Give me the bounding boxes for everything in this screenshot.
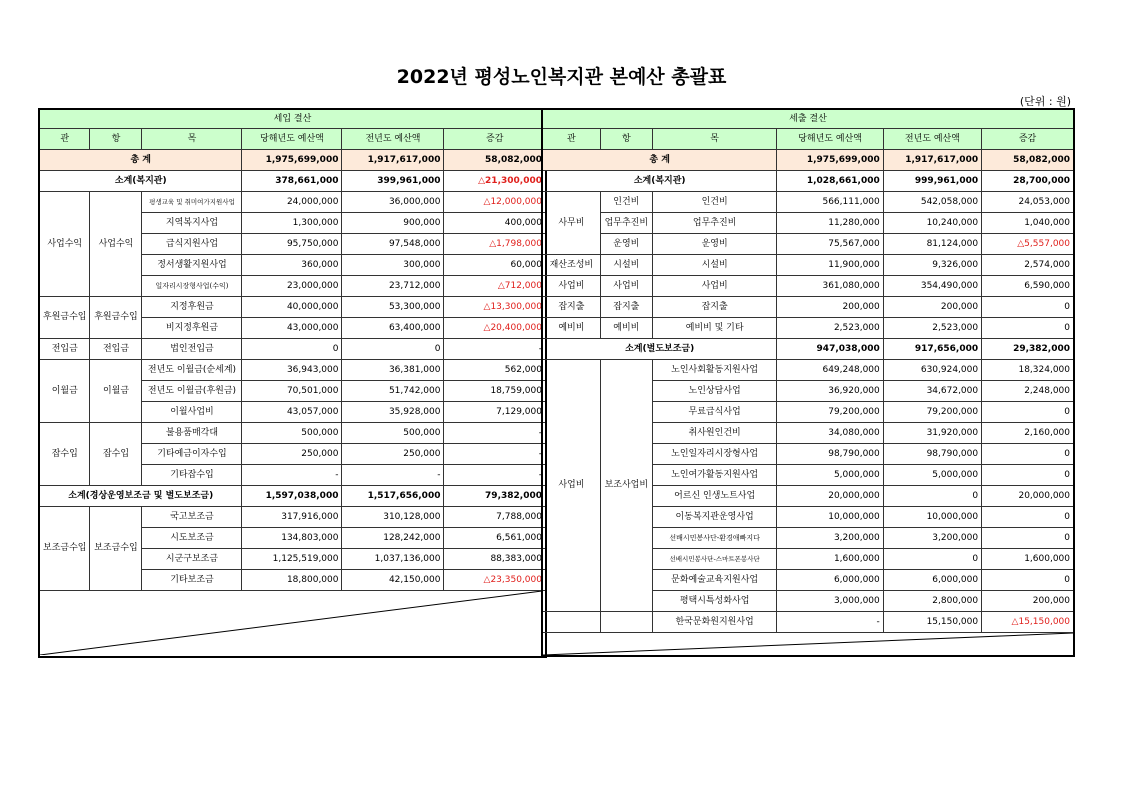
current-cell: 566,111,000 bbox=[777, 192, 883, 213]
subtotal-row bbox=[39, 171, 546, 192]
hang-cell: 이월금 bbox=[90, 360, 142, 423]
section-header-row bbox=[542, 109, 1074, 129]
previous-cell: 35,928,000 bbox=[342, 402, 444, 423]
column-header: 목 bbox=[652, 129, 776, 150]
current-cell: 3,000,000 bbox=[777, 591, 883, 612]
change-cell: 7,788,000 bbox=[444, 507, 546, 528]
previous-cell: 34,672,000 bbox=[883, 381, 981, 402]
mok-cell: 전년도 이월금(후원금) bbox=[142, 381, 242, 402]
gwan-cell: 사업비 bbox=[542, 360, 600, 612]
column-header: 증감 bbox=[444, 129, 546, 150]
subtotal-row bbox=[542, 171, 1074, 192]
change-cell: △712,000 bbox=[444, 276, 546, 297]
gwan-cell: 예비비 bbox=[542, 318, 600, 339]
unit-label: (단위 : 원) bbox=[1019, 95, 1071, 108]
diagonal-blank-cell bbox=[542, 633, 1074, 657]
previous-cell: 42,150,000 bbox=[342, 570, 444, 591]
mok-cell: 노인상담사업 bbox=[652, 381, 776, 402]
total-current: 1,975,699,000 bbox=[777, 150, 883, 171]
current-cell: 1,300,000 bbox=[242, 213, 342, 234]
gwan-cell: 전입금 bbox=[39, 339, 90, 360]
change-cell: 88,383,000 bbox=[444, 549, 546, 570]
change-cell: 6,561,000 bbox=[444, 528, 546, 549]
hang-cell: 시설비 bbox=[600, 255, 652, 276]
diagonal-line bbox=[40, 591, 542, 655]
subtotal-label: 소계(복지관) bbox=[39, 171, 242, 192]
gwan-cell: 후원금수입 bbox=[39, 297, 90, 339]
previous-cell: 63,400,000 bbox=[342, 318, 444, 339]
column-header: 항 bbox=[90, 129, 142, 150]
current-cell: 317,916,000 bbox=[242, 507, 342, 528]
previous-cell: 128,242,000 bbox=[342, 528, 444, 549]
mok-cell: 잡지출 bbox=[652, 297, 776, 318]
current-cell: - bbox=[777, 612, 883, 633]
subtotal-current: 378,661,000 bbox=[242, 171, 342, 192]
previous-cell: 79,200,000 bbox=[883, 402, 981, 423]
change-cell: 6,590,000 bbox=[982, 276, 1074, 297]
table-row bbox=[39, 423, 546, 444]
change-cell: 400,000 bbox=[444, 213, 546, 234]
column-header: 관 bbox=[542, 129, 600, 150]
mok-cell: 노인사회활동지원사업 bbox=[652, 360, 776, 381]
previous-cell: 542,058,000 bbox=[883, 192, 981, 213]
previous-cell: 98,790,000 bbox=[883, 444, 981, 465]
table-row bbox=[39, 507, 546, 528]
table-row bbox=[542, 276, 1074, 297]
section-title: 세출 결산 bbox=[542, 109, 1074, 129]
hang-cell: 사업비 bbox=[600, 276, 652, 297]
change-cell: △20,400,000 bbox=[444, 318, 546, 339]
change-cell: 0 bbox=[982, 570, 1074, 591]
current-cell: 75,567,000 bbox=[777, 234, 883, 255]
gwan-cell: 사무비 bbox=[542, 192, 600, 255]
hang-cell: 후원금수입 bbox=[90, 297, 142, 339]
change-cell: 0 bbox=[982, 318, 1074, 339]
mok-cell: 선배시민봉사단-환경애빠지다 bbox=[652, 528, 776, 549]
table-row bbox=[39, 297, 546, 318]
mok-cell: 시도보조금 bbox=[142, 528, 242, 549]
subtotal-change: 28,700,000 bbox=[982, 171, 1074, 192]
mok-cell: 기타잡수입 bbox=[142, 465, 242, 486]
current-cell: 10,000,000 bbox=[777, 507, 883, 528]
mok-cell: 업무추진비 bbox=[652, 213, 776, 234]
current-cell: 95,750,000 bbox=[242, 234, 342, 255]
change-cell: 60,000 bbox=[444, 255, 546, 276]
mok-cell: 노인여가활동지원사업 bbox=[652, 465, 776, 486]
change-cell: - bbox=[444, 444, 546, 465]
mok-cell: 인건비 bbox=[652, 192, 776, 213]
table-row bbox=[39, 339, 546, 360]
previous-cell: 10,240,000 bbox=[883, 213, 981, 234]
mok-cell: 운영비 bbox=[652, 234, 776, 255]
current-cell: 98,790,000 bbox=[777, 444, 883, 465]
mok-cell: 전년도 이월금(순세계) bbox=[142, 360, 242, 381]
column-header: 항 bbox=[600, 129, 652, 150]
diagonal-line bbox=[543, 633, 1073, 655]
current-cell: 70,501,000 bbox=[242, 381, 342, 402]
mok-cell: 불용품매각대 bbox=[142, 423, 242, 444]
previous-cell: - bbox=[342, 465, 444, 486]
revenue-table bbox=[38, 108, 547, 658]
mok-cell: 지정후원금 bbox=[142, 297, 242, 318]
mok-cell: 급식지원사업 bbox=[142, 234, 242, 255]
total-label: 총 계 bbox=[39, 150, 242, 171]
table-row bbox=[542, 612, 1074, 633]
current-cell: 1,600,000 bbox=[777, 549, 883, 570]
total-current: 1,975,699,000 bbox=[242, 150, 342, 171]
subtotal-change: 29,382,000 bbox=[982, 339, 1074, 360]
table-row bbox=[542, 213, 1074, 234]
empty-diagonal-row bbox=[542, 633, 1074, 657]
subtotal-change: △21,300,000 bbox=[444, 171, 546, 192]
mok-cell: 정서생활지원사업 bbox=[142, 255, 242, 276]
table-row bbox=[542, 192, 1074, 213]
current-cell: 2,523,000 bbox=[777, 318, 883, 339]
current-cell: 0 bbox=[242, 339, 342, 360]
mok-cell: 비지정후원금 bbox=[142, 318, 242, 339]
gwan-cell: 잡지출 bbox=[542, 297, 600, 318]
previous-cell: 0 bbox=[883, 549, 981, 570]
current-cell: 6,000,000 bbox=[777, 570, 883, 591]
current-cell: 250,000 bbox=[242, 444, 342, 465]
previous-cell: 200,000 bbox=[883, 297, 981, 318]
mok-cell: 취사원인건비 bbox=[652, 423, 776, 444]
change-cell: - bbox=[444, 339, 546, 360]
total-previous: 1,917,617,000 bbox=[883, 150, 981, 171]
mok-cell: 문화예술교육지원사업 bbox=[652, 570, 776, 591]
mok-cell: 어르신 인생노트사업 bbox=[652, 486, 776, 507]
current-cell: 36,943,000 bbox=[242, 360, 342, 381]
previous-cell: 36,000,000 bbox=[342, 192, 444, 213]
column-header: 전년도 예산액 bbox=[883, 129, 981, 150]
change-cell: △12,000,000 bbox=[444, 192, 546, 213]
column-header: 전년도 예산액 bbox=[342, 129, 444, 150]
change-cell: △1,798,000 bbox=[444, 234, 546, 255]
change-cell: 0 bbox=[982, 528, 1074, 549]
table-row bbox=[39, 360, 546, 381]
change-cell: 2,248,000 bbox=[982, 381, 1074, 402]
previous-cell: 310,128,000 bbox=[342, 507, 444, 528]
mok-cell: 이월사업비 bbox=[142, 402, 242, 423]
subtotal-row bbox=[39, 486, 546, 507]
column-header-row bbox=[39, 129, 546, 150]
previous-cell: 1,037,136,000 bbox=[342, 549, 444, 570]
section-title: 세입 결산 bbox=[39, 109, 546, 129]
current-cell: 40,000,000 bbox=[242, 297, 342, 318]
table-row bbox=[542, 360, 1074, 381]
change-cell: 24,053,000 bbox=[982, 192, 1074, 213]
change-cell: 0 bbox=[982, 507, 1074, 528]
previous-cell: 15,150,000 bbox=[883, 612, 981, 633]
current-cell: 200,000 bbox=[777, 297, 883, 318]
hang-cell: 예비비 bbox=[600, 318, 652, 339]
previous-cell: 97,548,000 bbox=[342, 234, 444, 255]
change-cell: 18,324,000 bbox=[982, 360, 1074, 381]
previous-cell: 250,000 bbox=[342, 444, 444, 465]
hang-cell: 사업수익 bbox=[90, 192, 142, 297]
previous-cell: 354,490,000 bbox=[883, 276, 981, 297]
change-cell: 2,160,000 bbox=[982, 423, 1074, 444]
mok-cell: 일자리시장형사업(수익) bbox=[142, 276, 242, 297]
current-cell: - bbox=[242, 465, 342, 486]
table-row bbox=[39, 192, 546, 213]
mok-cell: 지역복지사업 bbox=[142, 213, 242, 234]
subtotal-current: 1,028,661,000 bbox=[777, 171, 883, 192]
hang-cell: 전입금 bbox=[90, 339, 142, 360]
expenditure-table bbox=[541, 108, 1075, 657]
total-change: 58,082,000 bbox=[444, 150, 546, 171]
current-cell: 361,080,000 bbox=[777, 276, 883, 297]
total-change: 58,082,000 bbox=[982, 150, 1074, 171]
previous-cell: 500,000 bbox=[342, 423, 444, 444]
column-header: 목 bbox=[142, 129, 242, 150]
previous-cell: 36,381,000 bbox=[342, 360, 444, 381]
change-cell: △13,300,000 bbox=[444, 297, 546, 318]
table-row bbox=[542, 234, 1074, 255]
current-cell: 5,000,000 bbox=[777, 465, 883, 486]
mok-cell: 평생교육 및 취미여가지원사업 bbox=[142, 192, 242, 213]
current-cell: 43,000,000 bbox=[242, 318, 342, 339]
table-row bbox=[542, 318, 1074, 339]
mok-cell: 선배시민봉사단-스마트폰봉사단 bbox=[652, 549, 776, 570]
previous-cell: 51,742,000 bbox=[342, 381, 444, 402]
current-cell: 649,248,000 bbox=[777, 360, 883, 381]
gwan-cell: 이월금 bbox=[39, 360, 90, 423]
subtotal-current: 1,597,038,000 bbox=[242, 486, 342, 507]
hang-cell: 운영비 bbox=[600, 234, 652, 255]
mok-cell: 기타예금이자수입 bbox=[142, 444, 242, 465]
subtotal-label: 소계(경상운영보조금 및 별도보조금) bbox=[39, 486, 242, 507]
change-cell: 200,000 bbox=[982, 591, 1074, 612]
grand-total-row bbox=[39, 150, 546, 171]
subtotal-change: 79,382,000 bbox=[444, 486, 546, 507]
mok-cell: 평택시특성화사업 bbox=[652, 591, 776, 612]
subtotal-label: 소계(별도보조금) bbox=[542, 339, 777, 360]
hang-cell: 보조사업비 bbox=[600, 360, 652, 612]
column-header: 당해년도 예산액 bbox=[777, 129, 883, 150]
hang-cell: 보조금수입 bbox=[90, 507, 142, 591]
change-cell: 20,000,000 bbox=[982, 486, 1074, 507]
previous-cell: 3,200,000 bbox=[883, 528, 981, 549]
current-cell: 134,803,000 bbox=[242, 528, 342, 549]
table-row bbox=[542, 255, 1074, 276]
diagonal-blank-cell bbox=[39, 591, 546, 657]
current-cell: 1,125,519,000 bbox=[242, 549, 342, 570]
previous-cell: 9,326,000 bbox=[883, 255, 981, 276]
change-cell: - bbox=[444, 465, 546, 486]
mok-cell: 사업비 bbox=[652, 276, 776, 297]
current-cell: 20,000,000 bbox=[777, 486, 883, 507]
table-row bbox=[542, 297, 1074, 318]
change-cell: 18,759,000 bbox=[444, 381, 546, 402]
column-header: 당해년도 예산액 bbox=[242, 129, 342, 150]
current-cell: 11,280,000 bbox=[777, 213, 883, 234]
mok-cell: 국고보조금 bbox=[142, 507, 242, 528]
current-cell: 34,080,000 bbox=[777, 423, 883, 444]
hang-cell: 잡지출 bbox=[600, 297, 652, 318]
previous-cell: 2,800,000 bbox=[883, 591, 981, 612]
gwan-cell bbox=[542, 612, 600, 633]
previous-cell: 630,924,000 bbox=[883, 360, 981, 381]
gwan-cell: 잡수입 bbox=[39, 423, 90, 486]
previous-cell: 81,124,000 bbox=[883, 234, 981, 255]
current-cell: 36,920,000 bbox=[777, 381, 883, 402]
change-cell: 1,600,000 bbox=[982, 549, 1074, 570]
mok-cell: 예비비 및 기타 bbox=[652, 318, 776, 339]
total-label: 총 계 bbox=[542, 150, 777, 171]
mok-cell: 노인일자리시장형사업 bbox=[652, 444, 776, 465]
gwan-cell: 재산조성비 bbox=[542, 255, 600, 276]
previous-cell: 300,000 bbox=[342, 255, 444, 276]
current-cell: 18,800,000 bbox=[242, 570, 342, 591]
empty-diagonal-row bbox=[39, 591, 546, 657]
subtotal-previous: 917,656,000 bbox=[883, 339, 981, 360]
current-cell: 360,000 bbox=[242, 255, 342, 276]
previous-cell: 10,000,000 bbox=[883, 507, 981, 528]
current-cell: 79,200,000 bbox=[777, 402, 883, 423]
change-cell: - bbox=[444, 423, 546, 444]
current-cell: 43,057,000 bbox=[242, 402, 342, 423]
mok-cell: 무료급식사업 bbox=[652, 402, 776, 423]
hang-cell: 업무추진비 bbox=[600, 213, 652, 234]
current-cell: 24,000,000 bbox=[242, 192, 342, 213]
change-cell: 0 bbox=[982, 465, 1074, 486]
subtotal-current: 947,038,000 bbox=[777, 339, 883, 360]
change-cell: 2,574,000 bbox=[982, 255, 1074, 276]
hang-cell: 인건비 bbox=[600, 192, 652, 213]
change-cell: △23,350,000 bbox=[444, 570, 546, 591]
page-title: 2022년 평성노인복지관 본예산 총괄표 bbox=[396, 66, 727, 88]
previous-cell: 0 bbox=[883, 486, 981, 507]
column-header: 관 bbox=[39, 129, 90, 150]
mok-cell: 기타보조금 bbox=[142, 570, 242, 591]
gwan-cell: 사업수익 bbox=[39, 192, 90, 297]
total-previous: 1,917,617,000 bbox=[342, 150, 444, 171]
gwan-cell: 사업비 bbox=[542, 276, 600, 297]
grand-total-row bbox=[542, 150, 1074, 171]
mok-cell: 시설비 bbox=[652, 255, 776, 276]
column-header: 증감 bbox=[982, 129, 1074, 150]
change-cell: 0 bbox=[982, 297, 1074, 318]
mok-cell: 법인전입금 bbox=[142, 339, 242, 360]
change-cell: △5,557,000 bbox=[982, 234, 1074, 255]
hang-cell: 잡수입 bbox=[90, 423, 142, 486]
current-cell: 23,000,000 bbox=[242, 276, 342, 297]
subtotal-previous: 1,517,656,000 bbox=[342, 486, 444, 507]
change-cell: 0 bbox=[982, 402, 1074, 423]
previous-cell: 53,300,000 bbox=[342, 297, 444, 318]
subtotal-row bbox=[542, 339, 1074, 360]
previous-cell: 2,523,000 bbox=[883, 318, 981, 339]
subtotal-label: 소계(복지관) bbox=[542, 171, 777, 192]
previous-cell: 0 bbox=[342, 339, 444, 360]
change-cell: 0 bbox=[982, 444, 1074, 465]
previous-cell: 31,920,000 bbox=[883, 423, 981, 444]
change-cell: 7,129,000 bbox=[444, 402, 546, 423]
change-cell: 1,040,000 bbox=[982, 213, 1074, 234]
hang-cell bbox=[600, 612, 652, 633]
current-cell: 11,900,000 bbox=[777, 255, 883, 276]
mok-cell: 이동복지관운영사업 bbox=[652, 507, 776, 528]
previous-cell: 900,000 bbox=[342, 213, 444, 234]
change-cell: 562,000 bbox=[444, 360, 546, 381]
section-header-row bbox=[39, 109, 546, 129]
change-cell: △15,150,000 bbox=[982, 612, 1074, 633]
previous-cell: 23,712,000 bbox=[342, 276, 444, 297]
mok-cell: 시군구보조금 bbox=[142, 549, 242, 570]
mok-cell: 한국문화원지원사업 bbox=[652, 612, 776, 633]
previous-cell: 5,000,000 bbox=[883, 465, 981, 486]
gwan-cell: 보조금수입 bbox=[39, 507, 90, 591]
previous-cell: 6,000,000 bbox=[883, 570, 981, 591]
subtotal-previous: 399,961,000 bbox=[342, 171, 444, 192]
current-cell: 500,000 bbox=[242, 423, 342, 444]
subtotal-previous: 999,961,000 bbox=[883, 171, 981, 192]
column-header-row bbox=[542, 129, 1074, 150]
current-cell: 3,200,000 bbox=[777, 528, 883, 549]
